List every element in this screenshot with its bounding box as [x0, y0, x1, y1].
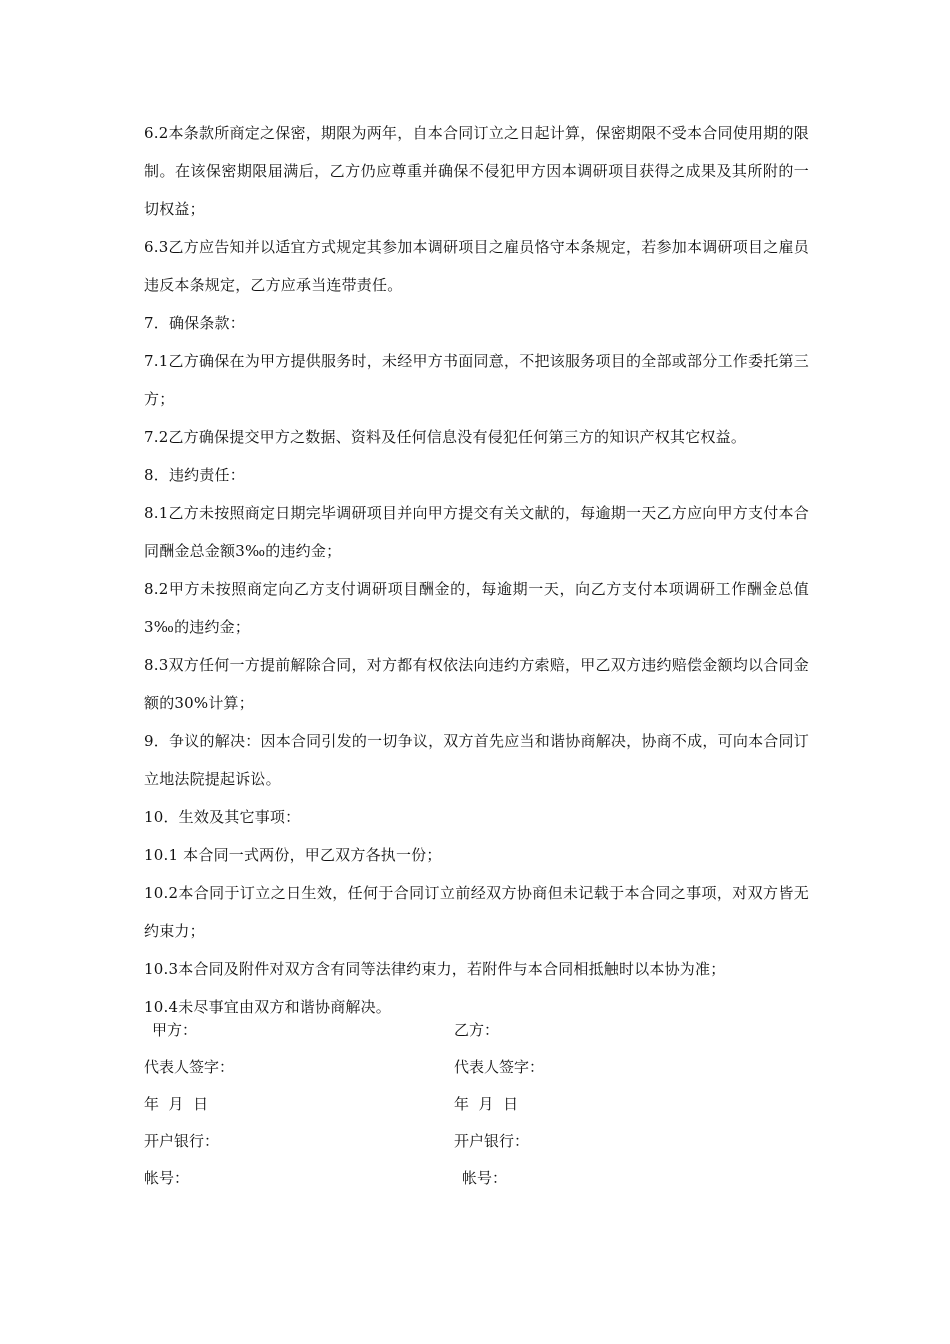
- party-a-bank-label: 开户银行：: [144, 1132, 220, 1150]
- party-b-date-label: 年 月 日: [454, 1095, 519, 1113]
- party-a-account-label: 帐号：: [144, 1169, 190, 1187]
- clause-7-2: 7.2乙方确保提交甲方之数据、资料及任何信息没有侵犯任何第三方的知识产权其它权益。: [144, 428, 747, 446]
- signature-row-bank: [144, 1123, 809, 1160]
- clause-8-3: 8.3双方任何一方提前解除合同，对方都有权依法向违约方索赔，甲乙双方违约赔偿金额均以合同金额的30%计算；: [144, 656, 809, 712]
- section-7-heading: 7．确保条款：: [144, 314, 245, 332]
- signature-row-party: [144, 1012, 809, 1049]
- clause-7-1: 7.1乙方确保在为甲方提供服务时，未经甲方书面同意，不把该服务项目的全部或部分工作委托第三方；: [144, 352, 809, 408]
- clause-8-1: 8.1乙方未按照商定日期完毕调研项目并向甲方提交有关文献的，每逾期一天乙方应向甲方支付本合同酬金总金额3‰的违约金；: [144, 504, 809, 560]
- clause-6-2: 6.2本条款所商定之保密，期限为两年，自本合同订立之日起计算，保密期限不受本合同使用期的限制。在该保密期限届满后，乙方仍应尊重并确保不侵犯甲方因本调研项目获得之成果及其所附的一切权益；: [144, 124, 809, 218]
- contract-body: [144, 114, 809, 1026]
- party-a-date-label: 年 月 日: [144, 1095, 209, 1113]
- clause-10-4: 10.4未尽事宜由双方和谐协商解决。: [144, 998, 391, 1016]
- section-8-heading: 8．违约责任：: [144, 466, 245, 484]
- party-b-bank-label: 开户银行：: [454, 1132, 530, 1150]
- clause-6-3: 6.3乙方应告知并以适宜方式规定其参加本调研项目之雇员恪守本条规定，若参加本调研项目之雇员违反本条规定，乙方应承当连带责任。: [144, 238, 809, 294]
- signature-row-date: [144, 1086, 809, 1123]
- party-b-account-label: 帐号：: [462, 1169, 508, 1187]
- clause-10-3: 10.3本合同及附件对双方含有同等法律约束力，若附件与本合同相抵触时以本协为准；: [144, 960, 726, 978]
- party-a-label: 甲方：: [152, 1021, 198, 1039]
- party-b-representative-label: 代表人签字：: [454, 1058, 545, 1076]
- signature-block: [144, 1012, 809, 1197]
- party-b-label: 乙方：: [454, 1021, 500, 1039]
- section-10-heading: 10．生效及其它事项：: [144, 808, 301, 826]
- party-a-representative-label: 代表人签字：: [144, 1058, 235, 1076]
- clause-8-2: 8.2甲方未按照商定向乙方支付调研项目酬金的，每逾期一天，向乙方支付本项调研工作酬金总值3‰的违约金；: [144, 580, 809, 636]
- clause-9: 9．争议的解决：因本合同引发的一切争议，双方首先应当和谐协商解决，协商不成，可向本合同订立地法院提起诉讼。: [144, 732, 809, 788]
- clause-10-2: 10.2本合同于订立之日生效，任何于合同订立前经双方协商但未记载于本合同之事项，对双方皆无约束力；: [144, 884, 809, 940]
- signature-row-account: [144, 1160, 809, 1197]
- clause-10-1: 10.1 本合同一式两份，甲乙双方各执一份；: [144, 846, 442, 864]
- signature-row-representative: [144, 1049, 809, 1086]
